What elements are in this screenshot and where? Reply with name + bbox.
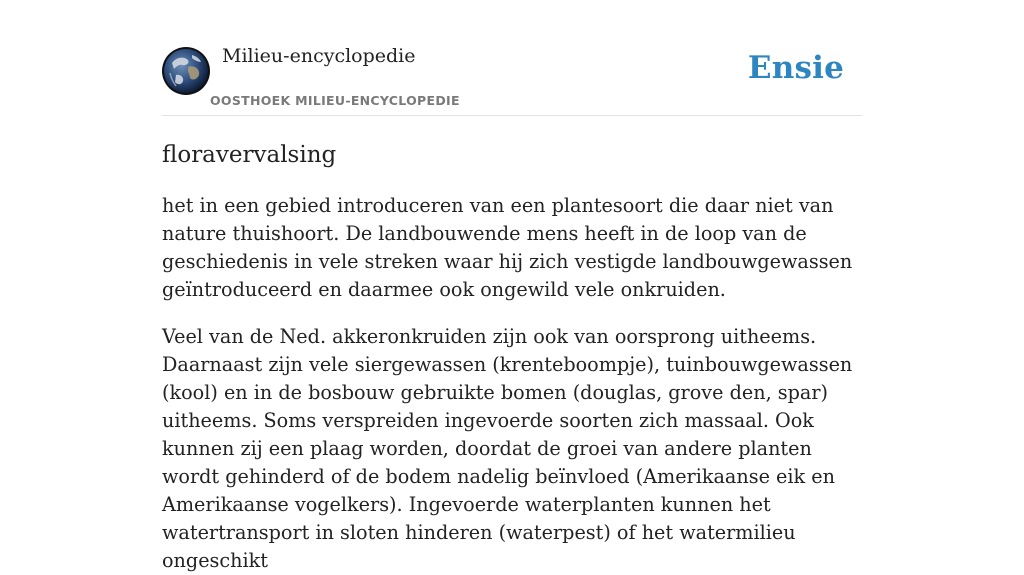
earth-globe-icon[interactable] <box>162 47 210 95</box>
site-header <box>162 0 862 116</box>
ensie-logo-link[interactable]: Ensie <box>747 50 844 86</box>
site-subtitle: OOSTHOEK MILIEU-ENCYCLOPEDIE <box>210 93 460 108</box>
entry-paragraph: Veel van de Ned. akkeronkruiden zijn ook van oorsprong uitheems. Daarnaast zijn vele siergewassen (krenteboompje), tuinbouwgewassen (kool) en in de bosbouw gebruikte bomen (douglas, grove den, spar) uitheems. Soms verspreiden ingevoerde soorten zich massaal. Ook kunnen zij een plaag worden, doordat de groei van andere planten wordt gehinderd of de bodem nadelig beïnvloed (Amerikaanse eik en Amerikaanse vogelkers). Ingevoerde waterplanten kunnen het watertransport in sloten hinderen (waterpest) of het watermilieu ongeschikt <box>162 325 853 572</box>
entry-content <box>162 140 862 575</box>
entry-title: floravervalsing <box>162 142 337 168</box>
site-title[interactable]: Milieu-encyclopedie <box>222 45 416 67</box>
entry-paragraph: het in een gebied introduceren van een plantesoort die daar niet van nature thuishoort. De landbouwende mens heeft in de loop van de geschiedenis in vele streken waar hij zich vestigde landbouwgewassen geïntroduceerd en daarmee ook ongewild vele onkruiden. <box>162 194 853 301</box>
